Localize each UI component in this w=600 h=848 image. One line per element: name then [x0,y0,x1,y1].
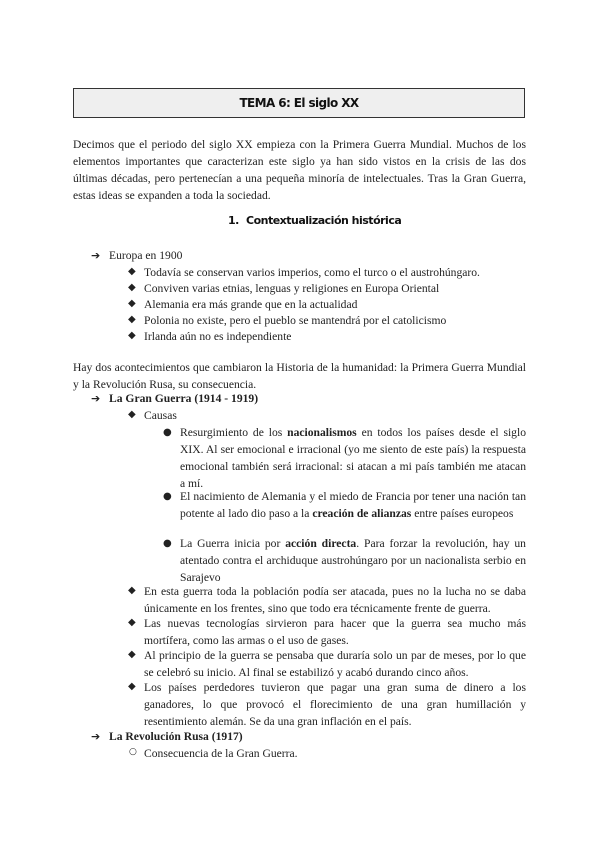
europa-item: Todavía se conservan varios imperios, como el turco o el austrohúngaro. [144,266,480,279]
title-box [73,88,525,118]
diamond-bullet-icon: ◆ [128,266,136,277]
revolucion-item: Consecuencia de la Gran Guerra. [144,747,298,760]
diamond-bullet-icon: ◆ [128,617,136,628]
guerra-point: En esta guerra toda la población podía ser atacada, pues no la lucha no se daba únicamente en los frentes, sino que todo era técnicamente frente de guerra. [144,585,526,615]
causas-label: Causas [144,409,177,422]
events-paragraph: Hay dos acontecimientos que cambiaron la Historia de la humanidad: la Primera Guerra Mundial y la Revolución Rusa, su consecuencia. [73,361,526,391]
guerra-point: Los países perdedores tuvieron que pagar una gran suma de dinero a los ganadores, lo que provocó el florecimiento de una gran humillación y resentimiento alemán. Se da una gran inflación en el país. [144,681,526,728]
arrow-bullet-icon: ➔ [91,730,101,743]
europa-label: Europa en 1900 [109,249,183,262]
gran-guerra-label: La Gran Guerra (1914 - 1919) [109,392,259,405]
diamond-bullet-icon: ◆ [128,282,136,293]
circle-bullet-icon: ○ [129,747,137,757]
section-number: 1. [228,214,239,227]
diamond-bullet-icon: ◆ [128,681,136,692]
page-title: TEMA 6: El siglo XX [239,96,359,110]
diamond-bullet-icon: ◆ [128,298,136,309]
causa-item: Resurgimiento de los nacionalismos en todos los países desde el siglo XIX. Al ser emocional e irracional (yo me siento de este país) la respuesta emocional también será irracional: si atacan a mi país también me atacan a mí. [180,426,526,490]
diamond-bullet-icon: ◆ [128,330,136,341]
revolucion-label: La Revolución Rusa (1917) [109,730,243,743]
arrow-bullet-icon: ➔ [91,392,101,405]
guerra-point: Las nuevas tecnologías sirvieron para hacer que la guerra sea mucho más mortífera, como las armas o el uso de gases. [144,617,526,647]
diamond-bullet-icon: ◆ [128,409,136,420]
arrow-bullet-icon: ➔ [91,249,101,262]
section-title: Contextualización histórica [246,214,402,227]
dot-bullet-icon: ● [163,538,172,549]
diamond-bullet-icon: ◆ [128,649,136,660]
causa-item: El nacimiento de Alemania y el miedo de Francia por tener una nación tan potente al lado dio paso a la creación de alianzas entre países europeos [180,490,526,520]
causa-item: La Guerra inicia por acción directa. Para forzar la revolución, hay un atentado contra el archiduque austrohúngaro por un nacionalista serbio en Sarajevo [180,537,526,584]
europa-item: Alemania era más grande que en la actualidad [144,298,358,311]
diamond-bullet-icon: ◆ [128,585,136,596]
guerra-point: Al principio de la guerra se pensaba que duraría solo un par de meses, por lo que se celebró su inicio. Al final se estabilizó y acabó durando cinco años. [144,649,526,679]
section-heading [228,214,401,227]
dot-bullet-icon: ● [163,427,172,438]
dot-bullet-icon: ● [163,491,172,502]
europa-item: Irlanda aún no es independiente [144,330,292,343]
diamond-bullet-icon: ◆ [128,314,136,325]
europa-item: Conviven varias etnias, lenguas y religiones en Europa Oriental [144,282,440,295]
intro-paragraph: Decimos que el periodo del siglo XX empieza con la Primera Guerra Mundial. Muchos de los elementos importantes que caracterizan este siglo ya han sido vistos en la crisis de las dos últimas décadas, pero pertenecían a una pequeña minoría de intelectuales. Tras la Gran Guerra, estas ideas se expanden a toda la sociedad. [73,138,526,202]
europa-item: Polonia no existe, pero el pueblo se mantendrá por el catolicismo [144,314,447,327]
